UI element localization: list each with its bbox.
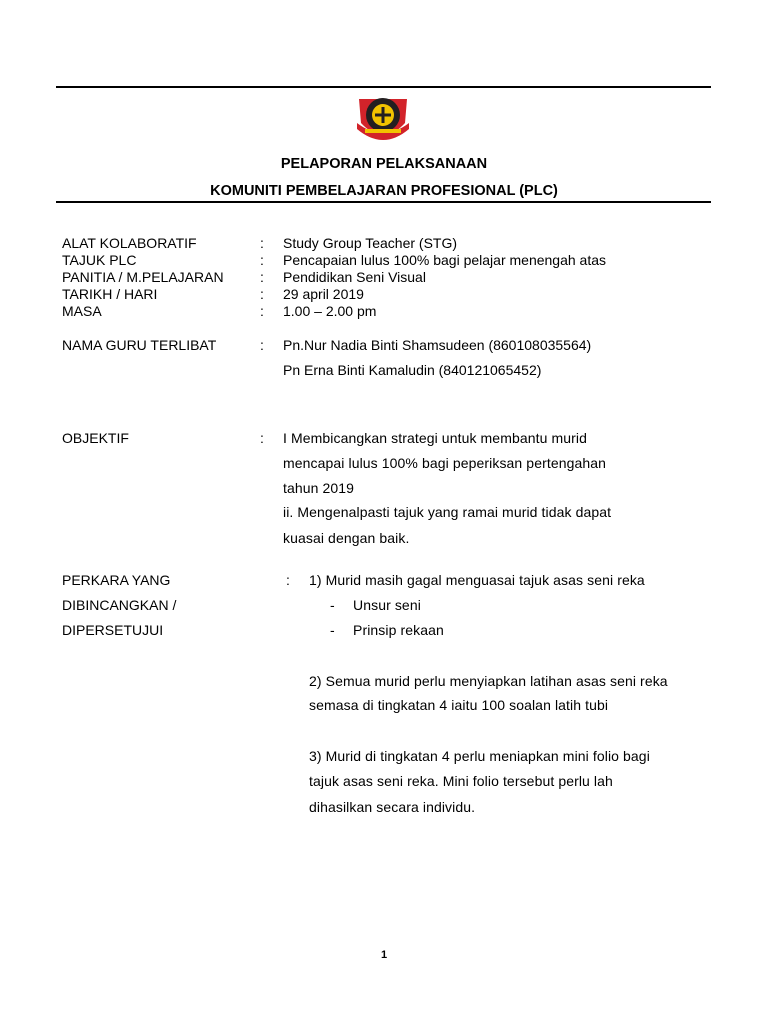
subitem-text: Unsur seni [353,597,421,613]
field-value: Pencapaian lulus 100% bagi pelajar menengah atas [283,252,607,268]
objective-label: OBJEKTIF [62,430,129,446]
discussion-label-line: DIBINCANGKAN / [62,597,177,613]
discussion-label-line: DIPERSETUJUI [62,622,164,638]
field-separator: : [260,269,264,285]
teachers-separator: : [260,337,264,353]
subitem-dash: - [330,622,335,638]
discussion-separator: : [286,572,290,588]
page-number: 1 [380,949,388,961]
objective-line: I Membicangkan strategi untuk membantu murid [283,430,587,446]
school-crest-logo [355,93,411,149]
subitem-dash: - [330,597,335,613]
field-label: PANITIA / M.PELAJARAN [62,269,224,285]
objective-line: ii. Mengenalpasti tajuk yang ramai murid tidak dapat [283,504,612,520]
objective-line: kuasai dengan baik. [283,530,410,546]
subitem-text: Prinsip rekaan [353,622,444,638]
field-value: Pendidikan Seni Visual [283,269,426,285]
field-separator: : [260,235,264,251]
field-value: Study Group Teacher (STG) [283,235,458,251]
discussion-point-2-line: 2) Semua murid perlu menyiapkan latihan asas seni reka [309,673,668,689]
top-rule [56,86,711,88]
field-value: 1.00 – 2.00 pm [283,303,377,319]
field-separator: : [260,252,264,268]
field-label: ALAT KOLABORATIF [62,235,197,251]
discussion-point-3-line: dihasilkan secara individu. [309,799,476,815]
objective-separator: : [260,430,264,446]
field-label: TAJUK PLC [62,252,137,268]
teachers-label: NAMA GURU TERLIBAT [62,337,217,353]
field-separator: : [260,303,264,319]
field-value: 29 april 2019 [283,286,364,302]
report-subtitle: KOMUNITI PEMBELAJARAN PROFESIONAL (PLC) [210,183,558,199]
discussion-label-line: PERKARA YANG [62,572,171,588]
discussion-point-1: 1) Murid masih gagal menguasai tajuk asas seni reka [309,572,645,588]
objective-line: tahun 2019 [283,480,355,496]
objective-line: mencapai lulus 100% bagi peperiksan pertengahan [283,455,607,471]
header-rule [56,201,711,203]
field-label: TARIKH / HARI [62,286,158,302]
report-title: PELAPORAN PELAKSANAAN [280,156,488,172]
discussion-point-3-line: tajuk asas seni reka. Mini folio tersebut perlu lah [309,773,613,789]
discussion-point-2-line: semasa di tingkatan 4 iaitu 100 soalan latih tubi [309,697,609,713]
teacher-name: Pn Erna Binti Kamaludin (840121065452) [283,362,542,378]
discussion-point-3-line: 3) Murid di tingkatan 4 perlu meniapkan mini folio bagi [309,748,650,764]
field-separator: : [260,286,264,302]
field-label: MASA [62,303,102,319]
teacher-name: Pn.Nur Nadia Binti Shamsudeen (860108035564) [283,337,592,353]
